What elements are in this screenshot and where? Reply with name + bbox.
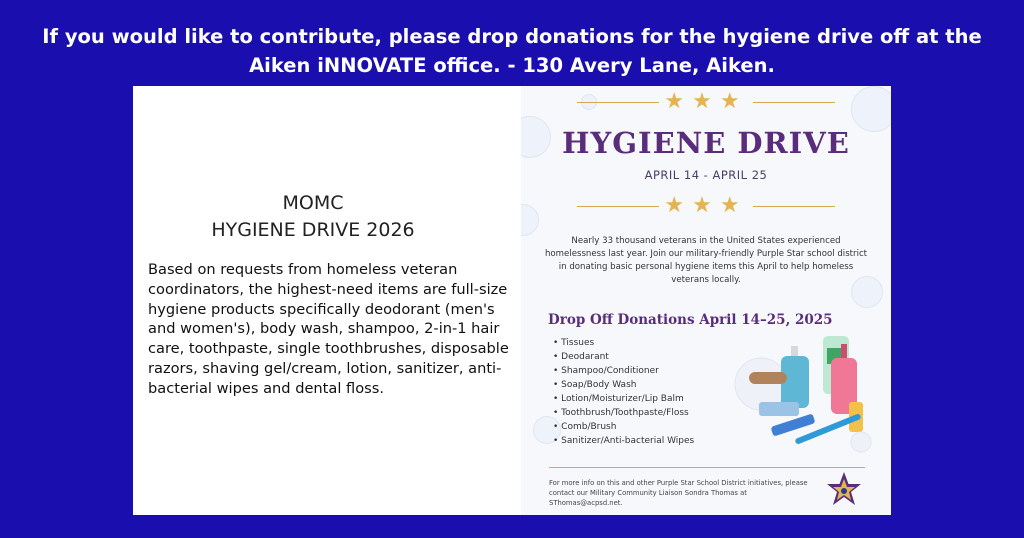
list-item: • Lotion/Moisturizer/Lip Balm: [553, 392, 694, 406]
top-stars: ★★★: [664, 89, 748, 114]
left-panel: [133, 86, 521, 515]
banner-line-2: Aiken iNNOVATE office. - 130 Avery Lane, Aiken.: [249, 54, 775, 77]
hygiene-drive-flyer: [521, 86, 891, 515]
list-item: • Soap/Body Wash: [553, 378, 694, 392]
list-item: • Tissues: [553, 336, 694, 350]
flyer-dates: APRIL 14 - APRIL 25: [644, 168, 768, 182]
left-title-line-2: HYGIENE DRIVE 2026: [211, 219, 415, 241]
footer-rule: [549, 467, 865, 468]
left-body-text: Based on requests from homeless veteran coordinators, the highest-need items are full-size hygiene products specifically deodorant (men's and women's), body wash, shampoo, 2-in-1 hair care, toothpaste, single toothbrushes, disposable razors, shaving gel/cream, lotion, sanitizer, anti-bacterial wipes and dental floss.: [148, 261, 509, 397]
list-item: • Deodarant: [553, 350, 694, 364]
content-card: [133, 86, 891, 515]
banner-line-1: If you would like to contribute, please drop donations for the hygiene drive off at the: [42, 25, 982, 48]
flyer-footer: For more info on this and other Purple Star School District initiatives, please contact our Military Community Liaison Sondra Thomas at SThomas@acpsd.net.: [549, 479, 808, 507]
list-item: • Sanitizer/Anti-bacterial Wipes: [553, 434, 694, 448]
flyer-title: HYGIENE DRIVE: [562, 126, 850, 160]
dropoff-heading: Drop Off Donations April 14–25, 2025: [548, 312, 833, 328]
banner: [0, 22, 1024, 80]
left-title: [133, 190, 493, 244]
list-item: • Shampoo/Conditioner: [553, 364, 694, 378]
donation-items-list: [553, 336, 694, 448]
left-title-line-1: MOMC: [282, 192, 344, 214]
flyer-paragraph: Nearly 33 thousand veterans in the United States experienced homelessness last year. Join our military-friendly Purple Star school district in donating basic personal hygiene items this April to help homeless veterans locally.: [544, 236, 868, 285]
list-item: • Toothbrush/Toothpaste/Floss: [553, 406, 694, 420]
bottom-stars: ★★★: [664, 193, 748, 218]
hygiene-supplies-illustration: [731, 324, 881, 464]
purple-star-logo: [824, 470, 864, 510]
list-item: • Comb/Brush: [553, 420, 694, 434]
